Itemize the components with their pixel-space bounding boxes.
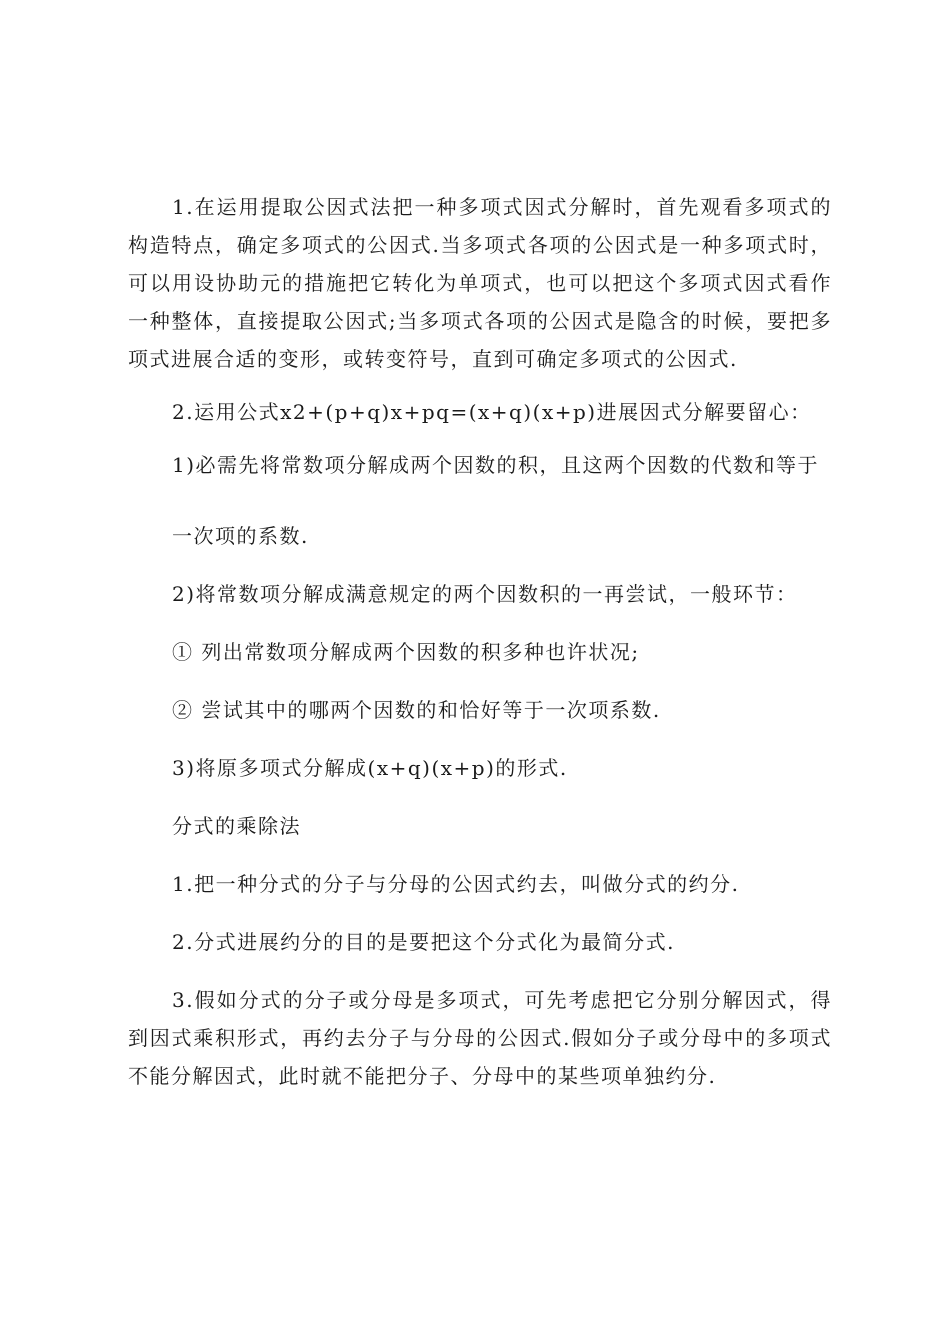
paragraph-reduction-definition: 1.把一种分式的分子与分母的公因式约去，叫做分式的约分. <box>172 872 740 896</box>
paragraph-substep-2: ② 尝试其中的哪两个因数的和恰好等于一次项系数. <box>172 698 661 722</box>
paragraph-formula: 2.运用公式x2+(p+q)x+pq=(x+q)(x+p)进展因式分解要留心： <box>172 400 812 424</box>
section-heading: 分式的乘除法 <box>172 814 301 838</box>
paragraph-step-1-continued: 一次项的系数. <box>172 524 309 548</box>
document-body <box>128 188 832 1095</box>
paragraph-reduction-purpose: 2.分式进展约分的目的是要把这个分式化为最简分式. <box>172 930 675 954</box>
paragraph-step-2: 2)将常数项分解成满意规定的两个因数积的一再尝试，一般环节： <box>172 582 798 606</box>
paragraph-step-3: 3)将原多项式分解成(x+q)(x+p)的形式. <box>172 756 568 780</box>
paragraph-reduction-polynomial: 3.假如分式的分子或分母是多项式，可先考虑把它分别分解因式，得到因式乘积形式，再约去分子与分母的公因式.假如分子或分母中的多项式不能分解因式，此时就不能把分子、分母中的某些项单独约分. <box>128 988 832 1088</box>
paragraph-step-1: 1)必需先将常数项分解成两个因数的积，且这两个因数的代数和等于 <box>172 453 820 477</box>
paragraph-common-factor: 1.在运用提取公因式法把一种多项式因式分解时，首先观看多项式的构造特点，确定多项式的公因式.当多项式各项的公因式是一种多项式时，可以用设协助元的措施把它转化为单项式，也可以把这个多项式因式看作一种整体，直接提取公因式;当多项式各项的公因式是隐含的时候，要把多项式进展合适的变形，或转变符号，直到可确定多项式的公因式. <box>128 195 832 371</box>
paragraph-substep-1: ① 列出常数项分解成两个因数的积多种也许状况; <box>172 640 640 664</box>
